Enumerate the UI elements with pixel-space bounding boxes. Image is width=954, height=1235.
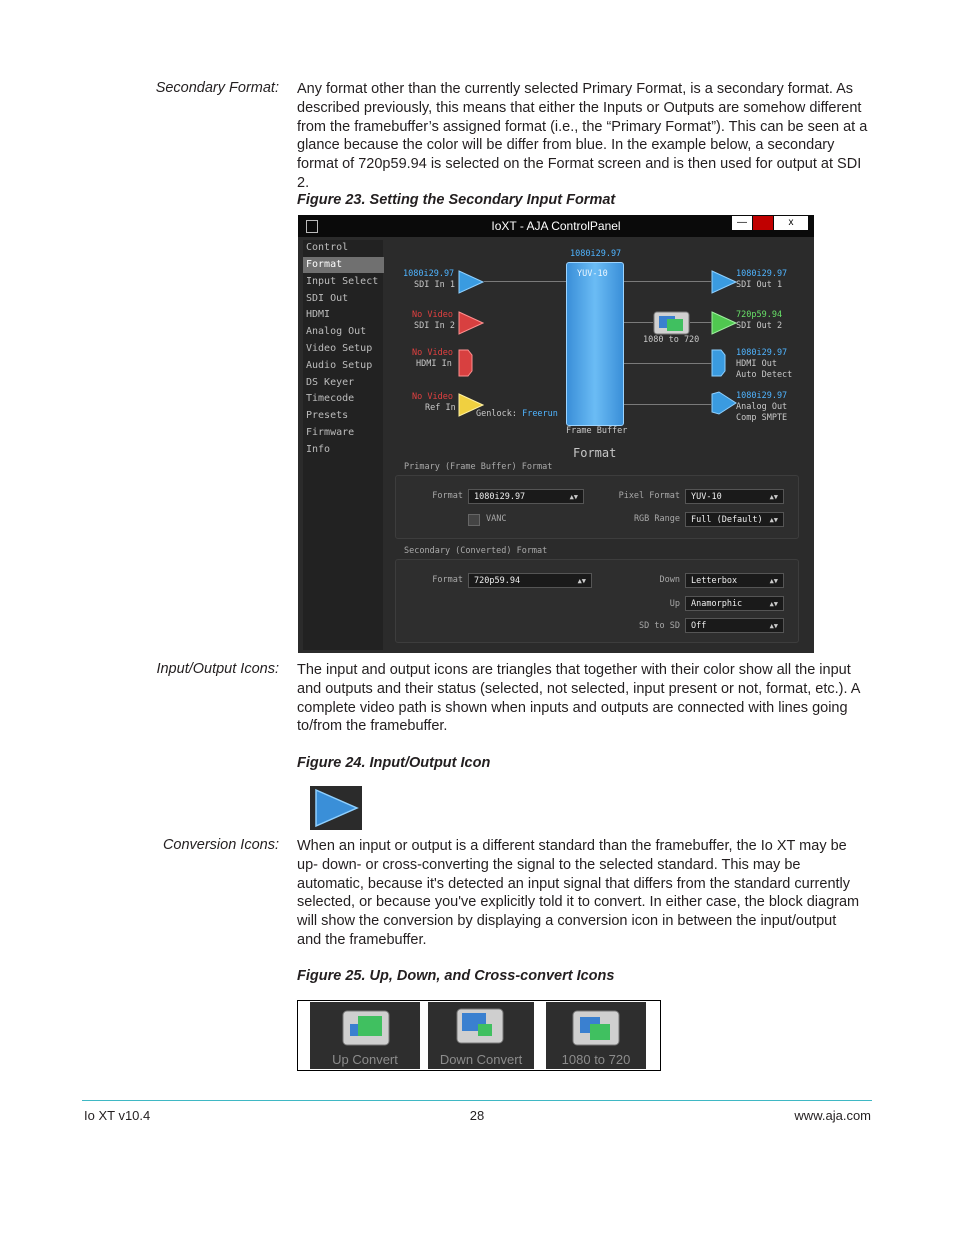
input-1-status: 1080i29.97 <box>403 269 455 279</box>
rgb-range-value: Full (Default) <box>691 515 763 525</box>
fb-pixel-label: YUV-10 <box>577 269 608 279</box>
fb-caption: Frame Buffer <box>566 426 628 436</box>
sidebar-item-info[interactable]: Info <box>306 444 331 455</box>
connection-line <box>623 281 711 282</box>
hdmi-in-icon[interactable] <box>458 349 474 377</box>
up-label: Up <box>669 599 680 609</box>
down-label: Down <box>659 575 680 585</box>
primary-format-value: 1080i29.97 <box>474 492 526 502</box>
io-triangle-figure <box>310 786 362 830</box>
connection-line <box>623 322 653 323</box>
figure-24-caption: Figure 24. Input/Output Icon <box>297 755 491 771</box>
text-line: and outputs and their status (selected, not selected, input present or not, format, etc.). A <box>297 680 861 697</box>
up-convert-label: Up Convert <box>332 1052 398 1067</box>
rgb-range-label: RGB Range <box>633 514 680 524</box>
primary-title: Primary (Frame Buffer) Format <box>404 462 553 472</box>
select-arrows-icon: ▲▼ <box>769 493 778 501</box>
down-convert-panel <box>428 1002 534 1069</box>
output-3-sub: Auto Detect <box>736 370 793 380</box>
connection-line <box>690 322 711 323</box>
fb-format-label: 1080i29.97 <box>570 249 622 259</box>
vanc-label: VANC <box>486 514 507 524</box>
sidebar-item-hdmi[interactable]: HDMI <box>306 309 331 320</box>
secondary-title: Secondary (Converted) Format <box>404 546 548 556</box>
text-line: from the framebuffer’s assigned format (i.e., the “Primary Format”). This can be seen at a <box>297 118 868 135</box>
select-arrows-icon: ▲▼ <box>769 622 778 630</box>
paragraph-secondary-format <box>297 80 873 193</box>
sidebar-item-presets[interactable]: Presets <box>306 410 349 421</box>
genlock-label <box>476 409 558 420</box>
close-button[interactable]: x <box>774 216 808 230</box>
cross-convert-panel <box>546 1002 646 1069</box>
text-line: complete video path is shown when inputs and outputs are connected with lines going <box>297 699 848 716</box>
primary-format-label: Format <box>432 491 463 501</box>
figure-25-caption: Figure 25. Up, Down, and Cross-convert Icons <box>297 968 615 984</box>
output-4-name: Analog Out <box>736 402 788 412</box>
sd-to-sd-label: SD to SD <box>639 621 680 631</box>
down-select[interactable] <box>685 573 784 588</box>
secondary-format-select[interactable] <box>468 573 592 588</box>
primary-group <box>395 475 799 539</box>
pixel-format-select[interactable] <box>685 489 784 504</box>
cross-convert-icon[interactable] <box>653 311 690 335</box>
sdi-out-1-icon[interactable] <box>711 270 737 294</box>
text-line: The input and output icons are triangles that together with their color show all the input <box>297 662 851 678</box>
pixel-format-value: YUV-10 <box>691 492 722 502</box>
down-value: Letterbox <box>691 576 738 586</box>
input-4-status: No Video <box>412 392 453 402</box>
input-3-name: HDMI In <box>416 359 452 369</box>
genlock-label-text: Genlock: <box>476 409 517 419</box>
window-titlebar <box>298 215 814 237</box>
sidebar-item-format[interactable]: Format <box>303 257 384 273</box>
text-line: up- down- or cross-converting the signal to the selected standard. This may be <box>297 856 801 873</box>
text-line: glance because the color will be differ from blue. In the example below, a secondary <box>297 137 835 154</box>
footer-url[interactable]: www.aja.com <box>794 1108 871 1123</box>
up-convert-icon <box>342 1010 390 1046</box>
up-value: Anamorphic <box>691 599 743 609</box>
footer-rule <box>82 1100 872 1101</box>
paragraph-io-icons <box>297 661 873 736</box>
paragraph-conversion-icons <box>297 837 873 950</box>
select-arrows-icon: ▲▼ <box>769 577 778 585</box>
text-line: Any format other than the currently selected Primary Format, is a secondary format. As <box>297 81 854 97</box>
conversion-icons-figure <box>297 1000 661 1071</box>
sidebar-item-input-select[interactable]: Input Select <box>306 276 379 287</box>
connection-line <box>623 404 711 405</box>
input-1-name: SDI In 1 <box>414 280 455 290</box>
text-line: selected, or because you've explicitly told it to convert. In either case, the block diagram <box>297 894 860 911</box>
output-2-name: SDI Out 2 <box>736 321 783 331</box>
sidebar-item-firmware[interactable]: Firmware <box>306 427 355 438</box>
cross-convert-label: 1080 to 720 <box>561 1052 631 1067</box>
blue-triangle-icon <box>310 786 362 830</box>
term-secondary-format: Secondary Format: <box>155 80 279 96</box>
figure-23-caption: Figure 23. Setting the Secondary Input Format <box>297 192 616 208</box>
cross-convert-icon <box>572 1010 620 1046</box>
sdi-out-2-icon[interactable] <box>711 311 737 335</box>
connection-line <box>484 281 566 282</box>
text-line: When an input or output is a different standard than the framebuffer, the Io XT may be <box>297 838 847 854</box>
minimize-button[interactable]: — <box>732 216 752 230</box>
up-convert-panel <box>310 1002 420 1069</box>
input-2-status: No Video <box>412 310 453 320</box>
text-line: will show the conversion by displaying a conversion icon in between the input/output <box>297 913 837 930</box>
text-line: described previously, this means that either the Inputs or Outputs are somehow different <box>297 99 862 116</box>
text-line: and the framebuffer. <box>297 931 427 948</box>
term-conversion-icons: Conversion Icons: <box>162 837 279 853</box>
input-4-name: Ref In <box>425 403 456 413</box>
sidebar-nav <box>303 240 383 650</box>
output-1-status: 1080i29.97 <box>736 269 788 279</box>
input-2-name: SDI In 2 <box>414 321 455 331</box>
output-3-name: HDMI Out <box>736 359 777 369</box>
output-1-name: SDI Out 1 <box>736 280 783 290</box>
up-select[interactable] <box>685 596 784 611</box>
output-2-status: 720p59.94 <box>736 310 783 320</box>
select-arrows-icon: ▲▼ <box>769 516 778 524</box>
secondary-format-value: 720p59.94 <box>474 576 521 586</box>
controlpanel-screenshot <box>298 215 814 653</box>
sd-to-sd-select[interactable] <box>685 618 784 633</box>
format-heading: Format <box>573 446 617 460</box>
analog-out-icon[interactable] <box>711 391 737 415</box>
output-3-status: 1080i29.97 <box>736 348 788 358</box>
sidebar-item-ds-keyer[interactable]: DS Keyer <box>306 377 355 388</box>
connection-line <box>623 363 711 364</box>
sidebar-item-timecode[interactable]: Timecode <box>306 393 355 404</box>
select-arrows-icon: ▲▼ <box>577 577 586 585</box>
text-line: automatic, because it's detected an input signal that differs from the standard currently <box>297 875 851 892</box>
footer-product: Io XT v10.4 <box>84 1108 151 1123</box>
frame-buffer-block[interactable] <box>566 262 624 426</box>
vanc-checkbox[interactable] <box>468 514 480 526</box>
sidebar-item-audio-setup[interactable]: Audio Setup <box>306 360 373 371</box>
down-convert-icon <box>456 1008 504 1044</box>
maximize-button[interactable] <box>753 216 773 230</box>
sidebar-item-analog-out[interactable]: Analog Out <box>306 326 367 337</box>
sd-to-sd-value: Off <box>691 621 707 631</box>
input-3-status: No Video <box>412 348 453 358</box>
window-title: IoXT - AJA ControlPanel <box>491 219 621 233</box>
pixel-format-label: Pixel Format <box>618 491 680 501</box>
select-arrows-icon: ▲▼ <box>569 493 578 501</box>
text-line: format of 720p59.94 is selected on the Format screen and is then used for output at SDI 2. <box>297 156 862 191</box>
sidebar-item-video-setup[interactable]: Video Setup <box>306 343 373 354</box>
sidebar-item-control[interactable]: Control <box>306 242 349 253</box>
text-line: to/from the framebuffer. <box>297 718 448 735</box>
term-io-icons: Input/Output Icons: <box>156 661 279 677</box>
converter-label: 1080 to 720 <box>643 335 700 345</box>
sdi-in-2-icon[interactable] <box>458 311 484 335</box>
genlock-value[interactable]: Freerun <box>522 409 558 419</box>
output-4-sub: Comp SMPTE <box>736 413 788 423</box>
output-4-status: 1080i29.97 <box>736 391 788 401</box>
down-convert-label: Down Convert <box>439 1052 523 1067</box>
rgb-range-select[interactable] <box>685 512 784 527</box>
sdi-in-1-icon[interactable] <box>458 270 484 294</box>
select-arrows-icon: ▲▼ <box>769 600 778 608</box>
secondary-format-label: Format <box>432 575 463 585</box>
sidebar-item-sdi-out[interactable]: SDI Out <box>306 293 349 304</box>
hdmi-out-icon[interactable] <box>711 349 727 377</box>
page-number: 28 <box>469 1108 485 1123</box>
primary-format-select[interactable] <box>468 489 584 504</box>
